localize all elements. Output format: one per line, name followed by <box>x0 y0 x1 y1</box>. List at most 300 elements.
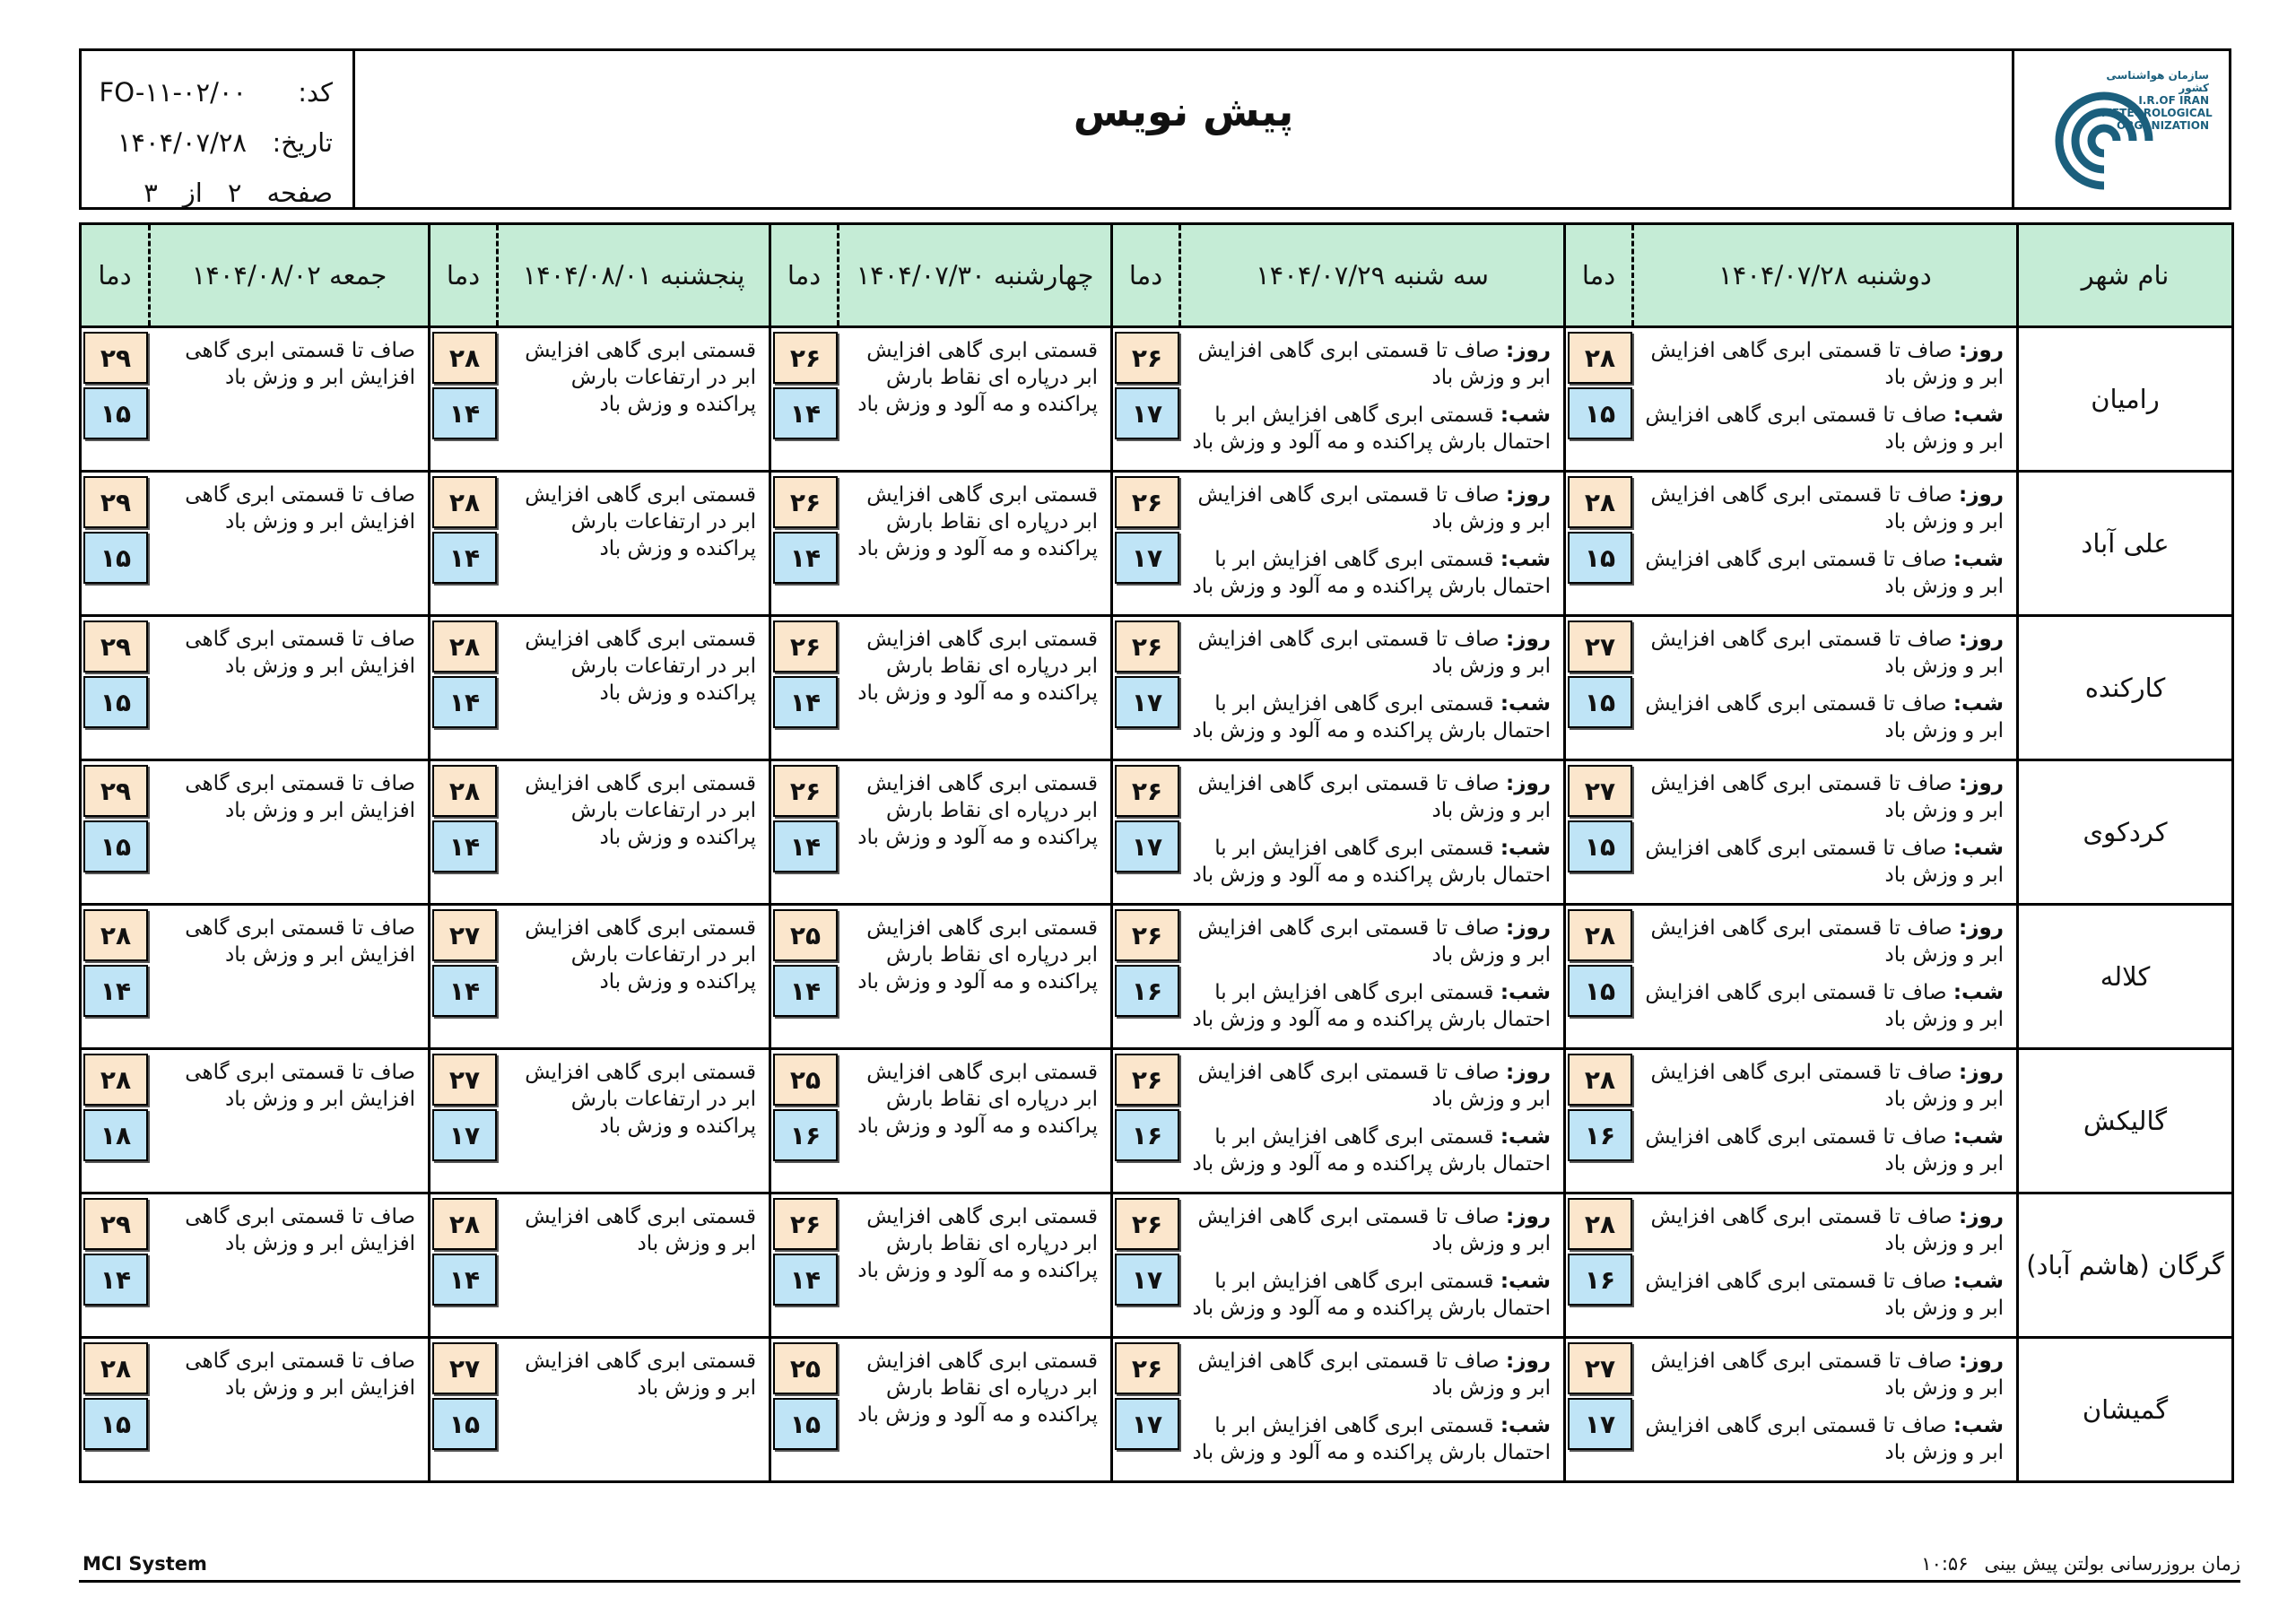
min-temperature: ۱۴ <box>773 532 838 584</box>
day-forecast <box>1640 482 2005 535</box>
code-row <box>82 67 333 117</box>
night-forecast-text: قسمتی ابری گاهی افزایش ابر با احتمال بارش پراکنده و مه آلود و وزش باد <box>1192 548 1551 598</box>
max-temperature: ۲۶ <box>773 332 838 384</box>
temperature-cell <box>770 616 839 760</box>
forecast-description <box>839 760 1112 905</box>
night-forecast <box>1187 690 1552 744</box>
document-meta <box>82 51 355 207</box>
forecast-text: صاف تا قسمتی ابری گاهی افزایش ابر و وزش باد <box>185 483 415 534</box>
min-temperature: ۱۴ <box>432 387 497 439</box>
min-temperature: ۱۷ <box>432 1109 497 1161</box>
night-forecast <box>1640 979 2005 1033</box>
night-forecast <box>1640 835 2005 889</box>
forecast-description <box>498 1049 770 1193</box>
max-temperature: ۲۸ <box>432 765 497 817</box>
system-name: MCI System <box>83 1553 207 1575</box>
night-forecast <box>1640 1124 2005 1177</box>
temperature-cell <box>81 1193 150 1338</box>
forecast-description <box>1180 616 1565 760</box>
forecast-description <box>150 327 430 472</box>
temperature-cell <box>430 905 498 1049</box>
max-temperature: ۲۶ <box>1115 332 1179 384</box>
temperature-cell <box>1112 327 1180 472</box>
table-row <box>81 1338 2233 1482</box>
table-row <box>81 472 2233 616</box>
temperature-cell <box>1112 760 1180 905</box>
temperature-cell <box>1112 616 1180 760</box>
day-forecast-text: صاف تا قسمتی ابری گاهی افزایش ابر و وزش باد <box>1650 916 2004 967</box>
temperature-cell <box>1112 1338 1180 1482</box>
night-forecast-text: قسمتی ابری گاهی افزایش ابر با احتمال بارش پراکنده و مه آلود و وزش باد <box>1192 1270 1551 1320</box>
temperature-cell <box>1112 1193 1180 1338</box>
forecast-description <box>839 1193 1112 1338</box>
update-time: ۱۰:۵۶ <box>1921 1553 1969 1575</box>
temperature-cell <box>430 616 498 760</box>
day-forecast <box>1640 770 2005 824</box>
max-temperature: ۲۶ <box>773 1198 838 1250</box>
table-row <box>81 760 2233 905</box>
temperature-cell <box>770 1193 839 1338</box>
min-temperature: ۱۴ <box>83 965 148 1017</box>
min-temperature: ۱۷ <box>1115 532 1179 584</box>
city-name: کارکنده <box>2018 616 2233 760</box>
min-temperature: ۱۶ <box>1568 1109 1632 1161</box>
max-temperature: ۲۶ <box>773 765 838 817</box>
day-label: روز: <box>1959 916 2004 940</box>
logo-line-1: سازمان هواشناسی کشور <box>2106 69 2209 94</box>
temperature-cell <box>81 1338 150 1482</box>
forecast-description <box>1633 616 2018 760</box>
update-info <box>1921 1553 2240 1575</box>
min-temperature: ۱۴ <box>773 965 838 1017</box>
min-temperature: ۱۴ <box>773 676 838 728</box>
day-label: روز: <box>1959 772 2004 795</box>
city-name: گالیکش <box>2018 1049 2233 1193</box>
min-temperature: ۱۶ <box>773 1109 838 1161</box>
temperature-cell <box>770 905 839 1049</box>
forecast-description <box>1180 1049 1565 1193</box>
night-forecast-text: قسمتی ابری گاهی افزایش ابر با احتمال بارش پراکنده و مه آلود و وزش باد <box>1192 981 1551 1031</box>
forecast-description <box>1633 760 2018 905</box>
temperature-cell <box>430 472 498 616</box>
night-forecast-text: صاف تا قسمتی ابری گاهی افزایش ابر و وزش باد <box>1645 1270 2004 1320</box>
forecast-description <box>1633 1049 2018 1193</box>
night-forecast <box>1640 1412 2005 1466</box>
day-column-header: جمعه ۱۴۰۴/۰۸/۰۲ <box>150 224 430 327</box>
date-row <box>82 117 333 168</box>
day-forecast-text: صاف تا قسمتی ابری گاهی افزایش ابر و وزش باد <box>1197 628 1551 678</box>
max-temperature: ۲۹ <box>83 621 148 673</box>
day-forecast-text: صاف تا قسمتی ابری گاهی افزایش ابر و وزش باد <box>1197 483 1551 534</box>
day-label: روز: <box>1506 772 1551 795</box>
city-name: رامیان <box>2018 327 2233 472</box>
max-temperature: ۲۹ <box>83 765 148 817</box>
min-temperature: ۱۵ <box>773 1398 838 1450</box>
temperature-cell <box>770 327 839 472</box>
temperature-cell <box>81 1049 150 1193</box>
night-forecast <box>1640 402 2005 456</box>
temperature-cell <box>1112 1049 1180 1193</box>
max-temperature: ۲۶ <box>1115 476 1179 528</box>
table-row <box>81 616 2233 760</box>
day-label: روز: <box>1506 483 1551 507</box>
night-label: شب: <box>1500 404 1551 427</box>
night-forecast-text: صاف تا قسمتی ابری گاهی افزایش ابر و وزش باد <box>1645 1125 2004 1176</box>
min-temperature: ۱۶ <box>1568 1254 1632 1306</box>
temperature-cell <box>1112 472 1180 616</box>
forecast-text: قسمتی ابری گاهی افزایش ابر در ارتفاعات بارش پراکنده و وزش باد <box>525 339 756 416</box>
temperature-cell <box>81 472 150 616</box>
forecast-description <box>1180 327 1565 472</box>
night-forecast <box>1640 1268 2005 1322</box>
night-label: شب: <box>1500 1125 1551 1149</box>
night-forecast-text: صاف تا قسمتی ابری گاهی افزایش ابر و وزش باد <box>1645 404 2004 454</box>
temperature-column-header: دما <box>430 224 498 327</box>
forecast-text: صاف تا قسمتی ابری گاهی افزایش ابر و وزش باد <box>185 916 415 967</box>
city-name: گمیشان <box>2018 1338 2233 1482</box>
temperature-cell <box>1565 472 1633 616</box>
temperature-cell <box>430 1193 498 1338</box>
day-forecast <box>1187 337 1552 391</box>
min-temperature: ۱۴ <box>432 965 497 1017</box>
min-temperature: ۱۵ <box>83 1398 148 1450</box>
max-temperature: ۲۸ <box>432 332 497 384</box>
city-name: گرگان (هاشم آباد) <box>2018 1193 2233 1338</box>
max-temperature: ۲۶ <box>773 476 838 528</box>
forecast-text: صاف تا قسمتی ابری گاهی افزایش ابر و وزش باد <box>185 772 415 822</box>
night-label: شب: <box>1500 548 1551 571</box>
forecast-text: قسمتی ابری گاهی افزایش ابر در ارتفاعات بارش پراکنده و وزش باد <box>525 916 756 994</box>
day-forecast <box>1640 915 2005 968</box>
logo-line-3: METEOROLOGICAL <box>2101 107 2213 119</box>
min-temperature: ۱۸ <box>83 1109 148 1161</box>
night-label: شب: <box>1500 1414 1551 1437</box>
city-name: کلاله <box>2018 905 2233 1049</box>
night-forecast-text: قسمتی ابری گاهی افزایش ابر با احتمال بارش پراکنده و مه آلود و وزش باد <box>1192 837 1551 887</box>
night-label: شب: <box>1952 1414 2004 1437</box>
max-temperature: ۲۷ <box>432 909 497 961</box>
forecast-description <box>150 616 430 760</box>
min-temperature: ۱۵ <box>1568 965 1632 1017</box>
logo-line-4: ORGANIZATION <box>2116 119 2209 132</box>
night-forecast <box>1187 835 1552 889</box>
night-label: شب: <box>1500 1270 1551 1293</box>
page-title: پیش نویس <box>1073 87 1294 135</box>
day-column-header: سه شنبه ۱۴۰۴/۰۷/۲۹ <box>1180 224 1565 327</box>
max-temperature: ۲۹ <box>83 332 148 384</box>
forecast-description <box>498 1338 770 1482</box>
min-temperature: ۱۴ <box>773 387 838 439</box>
min-temperature: ۱۵ <box>83 387 148 439</box>
forecast-description <box>498 905 770 1049</box>
forecast-text: قسمتی ابری گاهی افزایش ابر در ارتفاعات بارش پراکنده و وزش باد <box>525 1061 756 1138</box>
max-temperature: ۲۸ <box>432 1198 497 1250</box>
forecast-description <box>839 1338 1112 1482</box>
page-current: ۲ <box>227 178 242 208</box>
temperature-cell <box>1565 1193 1633 1338</box>
forecast-text: قسمتی ابری گاهی افزایش ابر در ارتفاعات بارش پراکنده و وزش باد <box>525 772 756 849</box>
temperature-cell <box>770 760 839 905</box>
forecast-description <box>1633 327 2018 472</box>
night-forecast <box>1187 546 1552 600</box>
day-forecast <box>1640 626 2005 680</box>
forecast-description <box>839 1049 1112 1193</box>
table-row <box>81 327 2233 472</box>
day-label: روز: <box>1959 1205 2004 1228</box>
max-temperature: ۲۶ <box>1115 1198 1179 1250</box>
day-label: روز: <box>1959 1350 2004 1373</box>
day-label: روز: <box>1959 628 2004 651</box>
night-forecast-text: صاف تا قسمتی ابری گاهی افزایش ابر و وزش باد <box>1645 981 2004 1031</box>
max-temperature: ۲۸ <box>1568 476 1632 528</box>
day-forecast-text: صاف تا قسمتی ابری گاهی افزایش ابر و وزش باد <box>1650 1061 2004 1111</box>
max-temperature: ۲۸ <box>83 1342 148 1394</box>
forecast-text: قسمتی ابری گاهی افزایش ابر در ارتفاعات بارش پراکنده و وزش باد <box>525 483 756 560</box>
day-forecast <box>1187 1059 1552 1113</box>
forecast-description <box>1180 760 1565 905</box>
forecast-description <box>498 616 770 760</box>
forecast-text: صاف تا قسمتی ابری گاهی افزایش ابر و وزش باد <box>185 1205 415 1255</box>
forecast-description <box>839 327 1112 472</box>
max-temperature: ۲۷ <box>1568 621 1632 673</box>
forecast-description <box>1633 472 2018 616</box>
forecast-description <box>150 905 430 1049</box>
min-temperature: ۱۴ <box>83 1254 148 1306</box>
forecast-text: قسمتی ابری گاهی افزایش ابر درپاره ای نقاط بارش پراکنده و مه آلود و وزش باد <box>857 339 1098 416</box>
day-forecast-text: صاف تا قسمتی ابری گاهی افزایش ابر و وزش باد <box>1197 1205 1551 1255</box>
day-label: روز: <box>1506 1205 1551 1228</box>
min-temperature: ۱۴ <box>773 820 838 872</box>
max-temperature: ۲۶ <box>1115 909 1179 961</box>
night-forecast-text: قسمتی ابری گاهی افزایش ابر با احتمال بارش پراکنده و مه آلود و وزش باد <box>1192 404 1551 454</box>
night-label: شب: <box>1952 404 2004 427</box>
day-forecast-text: صاف تا قسمتی ابری گاهی افزایش ابر و وزش باد <box>1197 1350 1551 1400</box>
min-temperature: ۱۴ <box>432 820 497 872</box>
max-temperature: ۲۷ <box>432 1342 497 1394</box>
night-forecast-text: قسمتی ابری گاهی افزایش ابر با احتمال بارش پراکنده و مه آلود و وزش باد <box>1192 692 1551 742</box>
forecast-table <box>79 222 2234 1483</box>
max-temperature: ۲۶ <box>1115 765 1179 817</box>
max-temperature: ۲۸ <box>1568 1054 1632 1106</box>
min-temperature: ۱۷ <box>1115 1398 1179 1450</box>
logo-line-2: I.R.OF IRAN <box>2138 94 2209 107</box>
temperature-cell <box>1565 616 1633 760</box>
forecast-text: قسمتی ابری گاهی افزایش ابر و وزش باد <box>525 1205 756 1255</box>
code-value: FO-۱۱-۰۲/۰۰ <box>99 77 247 108</box>
temperature-column-header: دما <box>1112 224 1180 327</box>
min-temperature: ۱۶ <box>1115 965 1179 1017</box>
night-label: شب: <box>1952 548 2004 571</box>
temperature-cell <box>1565 905 1633 1049</box>
forecast-description <box>1180 1193 1565 1338</box>
table-body <box>81 327 2233 1482</box>
night-forecast <box>1640 546 2005 600</box>
forecast-description <box>839 905 1112 1049</box>
city-column-header: نام شهر <box>2018 224 2233 327</box>
day-forecast <box>1640 337 2005 391</box>
day-forecast <box>1187 626 1552 680</box>
night-forecast <box>1187 1124 1552 1177</box>
min-temperature: ۱۶ <box>1115 1109 1179 1161</box>
temperature-column-header: دما <box>1565 224 1633 327</box>
night-label: شب: <box>1500 981 1551 1004</box>
date-value: ۱۴۰۴/۰۷/۲۸ <box>117 127 247 158</box>
max-temperature: ۲۸ <box>83 909 148 961</box>
max-temperature: ۲۸ <box>432 476 497 528</box>
max-temperature: ۲۵ <box>773 909 838 961</box>
day-column-header: دوشنبه ۱۴۰۴/۰۷/۲۸ <box>1633 224 2018 327</box>
day-label: روز: <box>1506 628 1551 651</box>
night-forecast-text: قسمتی ابری گاهی افزایش ابر با احتمال بارش پراکنده و مه آلود و وزش باد <box>1192 1125 1551 1176</box>
max-temperature: ۲۵ <box>773 1342 838 1394</box>
forecast-description <box>1180 1338 1565 1482</box>
forecast-description <box>1633 1338 2018 1482</box>
day-forecast <box>1187 770 1552 824</box>
max-temperature: ۲۷ <box>1568 1342 1632 1394</box>
forecast-text: قسمتی ابری گاهی افزایش ابر درپاره ای نقاط بارش پراکنده و مه آلود و وزش باد <box>857 1350 1098 1427</box>
day-forecast <box>1640 1203 2005 1257</box>
night-forecast-text: صاف تا قسمتی ابری گاهی افزایش ابر و وزش باد <box>1645 837 2004 887</box>
forecast-description <box>498 1193 770 1338</box>
day-forecast-text: صاف تا قسمتی ابری گاهی افزایش ابر و وزش باد <box>1650 772 2004 822</box>
temperature-cell <box>1565 760 1633 905</box>
night-forecast-text: صاف تا قسمتی ابری گاهی افزایش ابر و وزش باد <box>1645 1414 2004 1464</box>
max-temperature: ۲۶ <box>773 621 838 673</box>
city-name: کردکوی <box>2018 760 2233 905</box>
table-row <box>81 1049 2233 1193</box>
min-temperature: ۱۵ <box>1568 387 1632 439</box>
day-column-header: پنجشنبه ۱۴۰۴/۰۸/۰۱ <box>498 224 770 327</box>
night-forecast <box>1640 690 2005 744</box>
min-temperature: ۱۷ <box>1115 676 1179 728</box>
min-temperature: ۱۴ <box>432 532 497 584</box>
forecast-text: قسمتی ابری گاهی افزایش ابر و وزش باد <box>525 1350 756 1400</box>
temperature-cell <box>1112 905 1180 1049</box>
min-temperature: ۱۴ <box>773 1254 838 1306</box>
max-temperature: ۲۷ <box>1568 765 1632 817</box>
night-label: شب: <box>1952 837 2004 860</box>
temperature-cell <box>430 327 498 472</box>
table-header-row <box>81 224 2233 327</box>
day-label: روز: <box>1959 483 2004 507</box>
forecast-description <box>150 1049 430 1193</box>
night-label: شب: <box>1952 692 2004 716</box>
table-row <box>81 1193 2233 1338</box>
temperature-cell <box>81 616 150 760</box>
min-temperature: ۱۵ <box>1568 676 1632 728</box>
forecast-description <box>498 472 770 616</box>
day-forecast <box>1187 915 1552 968</box>
max-temperature: ۲۵ <box>773 1054 838 1106</box>
code-label: کد: <box>298 77 333 108</box>
temperature-column-header: دما <box>770 224 839 327</box>
forecast-description <box>839 616 1112 760</box>
forecast-description <box>150 1338 430 1482</box>
day-label: روز: <box>1959 339 2004 362</box>
day-forecast-text: صاف تا قسمتی ابری گاهی افزایش ابر و وزش باد <box>1197 1061 1551 1111</box>
min-temperature: ۱۵ <box>1568 532 1632 584</box>
min-temperature: ۱۵ <box>1568 820 1632 872</box>
day-forecast-text: صاف تا قسمتی ابری گاهی افزایش ابر و وزش باد <box>1197 916 1551 967</box>
min-temperature: ۱۷ <box>1115 820 1179 872</box>
temperature-cell <box>770 472 839 616</box>
forecast-description <box>1180 472 1565 616</box>
date-label: تاریخ: <box>272 127 333 158</box>
night-forecast-text: صاف تا قسمتی ابری گاهی افزایش ابر و وزش باد <box>1645 548 2004 598</box>
forecast-description <box>498 760 770 905</box>
forecast-description <box>150 472 430 616</box>
update-label: زمان بروزرسانی بولتن پیش بینی <box>1984 1553 2240 1575</box>
forecast-description <box>150 760 430 905</box>
page-label: صفحه <box>266 178 333 208</box>
max-temperature: ۲۷ <box>432 1054 497 1106</box>
night-forecast <box>1187 1268 1552 1322</box>
day-label: روز: <box>1506 1350 1551 1373</box>
forecast-text: قسمتی ابری گاهی افزایش ابر درپاره ای نقاط بارش پراکنده و مه آلود و وزش باد <box>857 916 1098 994</box>
max-temperature: ۲۸ <box>1568 1198 1632 1250</box>
day-forecast <box>1187 1348 1552 1402</box>
max-temperature: ۲۶ <box>1115 1054 1179 1106</box>
temperature-cell <box>1565 1049 1633 1193</box>
day-forecast-text: صاف تا قسمتی ابری گاهی افزایش ابر و وزش باد <box>1650 628 2004 678</box>
forecast-text: صاف تا قسمتی ابری گاهی افزایش ابر و وزش باد <box>185 628 415 678</box>
night-forecast <box>1187 1412 1552 1466</box>
night-label: شب: <box>1500 692 1551 716</box>
forecast-text: قسمتی ابری گاهی افزایش ابر در ارتفاعات بارش پراکنده و وزش باد <box>525 628 756 705</box>
night-forecast <box>1187 979 1552 1033</box>
night-label: شب: <box>1500 837 1551 860</box>
forecast-description <box>1633 905 2018 1049</box>
night-forecast <box>1187 402 1552 456</box>
page-total: ۳ <box>144 178 158 208</box>
temperature-cell <box>770 1049 839 1193</box>
temperature-cell <box>430 1338 498 1482</box>
max-temperature: ۲۸ <box>432 621 497 673</box>
min-temperature: ۱۵ <box>83 532 148 584</box>
day-forecast-text: صاف تا قسمتی ابری گاهی افزایش ابر و وزش باد <box>1650 1350 2004 1400</box>
max-temperature: ۲۸ <box>83 1054 148 1106</box>
temperature-cell <box>430 1049 498 1193</box>
table-row <box>81 905 2233 1049</box>
day-label: روز: <box>1506 916 1551 940</box>
min-temperature: ۱۷ <box>1115 1254 1179 1306</box>
forecast-description <box>1180 905 1565 1049</box>
forecast-text: صاف تا قسمتی ابری گاهی افزایش ابر و وزش باد <box>185 1350 415 1400</box>
organization-logo-icon <box>2050 87 2158 195</box>
forecast-description <box>498 327 770 472</box>
day-column-header: چهارشنبه ۱۴۰۴/۰۷/۳۰ <box>839 224 1112 327</box>
day-forecast-text: صاف تا قسمتی ابری گاهی افزایش ابر و وزش باد <box>1650 1205 2004 1255</box>
forecast-text: قسمتی ابری گاهی افزایش ابر درپاره ای نقاط بارش پراکنده و مه آلود و وزش باد <box>857 628 1098 705</box>
day-forecast-text: صاف تا قسمتی ابری گاهی افزایش ابر و وزش باد <box>1650 339 2004 389</box>
day-forecast-text: صاف تا قسمتی ابری گاهی افزایش ابر و وزش باد <box>1197 772 1551 822</box>
max-temperature: ۲۹ <box>83 476 148 528</box>
forecast-text: صاف تا قسمتی ابری گاهی افزایش ابر و وزش باد <box>185 1061 415 1111</box>
temperature-cell <box>770 1338 839 1482</box>
min-temperature: ۱۷ <box>1568 1398 1632 1450</box>
forecast-description <box>1633 1193 2018 1338</box>
forecast-text: قسمتی ابری گاهی افزایش ابر درپاره ای نقاط بارش پراکنده و مه آلود و وزش باد <box>857 483 1098 560</box>
day-forecast <box>1187 1203 1552 1257</box>
min-temperature: ۱۵ <box>432 1398 497 1450</box>
max-temperature: ۲۸ <box>1568 332 1632 384</box>
min-temperature: ۱۴ <box>432 676 497 728</box>
max-temperature: ۲۸ <box>1568 909 1632 961</box>
logo-cell <box>2012 51 2229 207</box>
forecast-text: قسمتی ابری گاهی افزایش ابر درپاره ای نقاط بارش پراکنده و مه آلود و وزش باد <box>857 1205 1098 1282</box>
min-temperature: ۱۷ <box>1115 387 1179 439</box>
city-name: علی آباد <box>2018 472 2233 616</box>
